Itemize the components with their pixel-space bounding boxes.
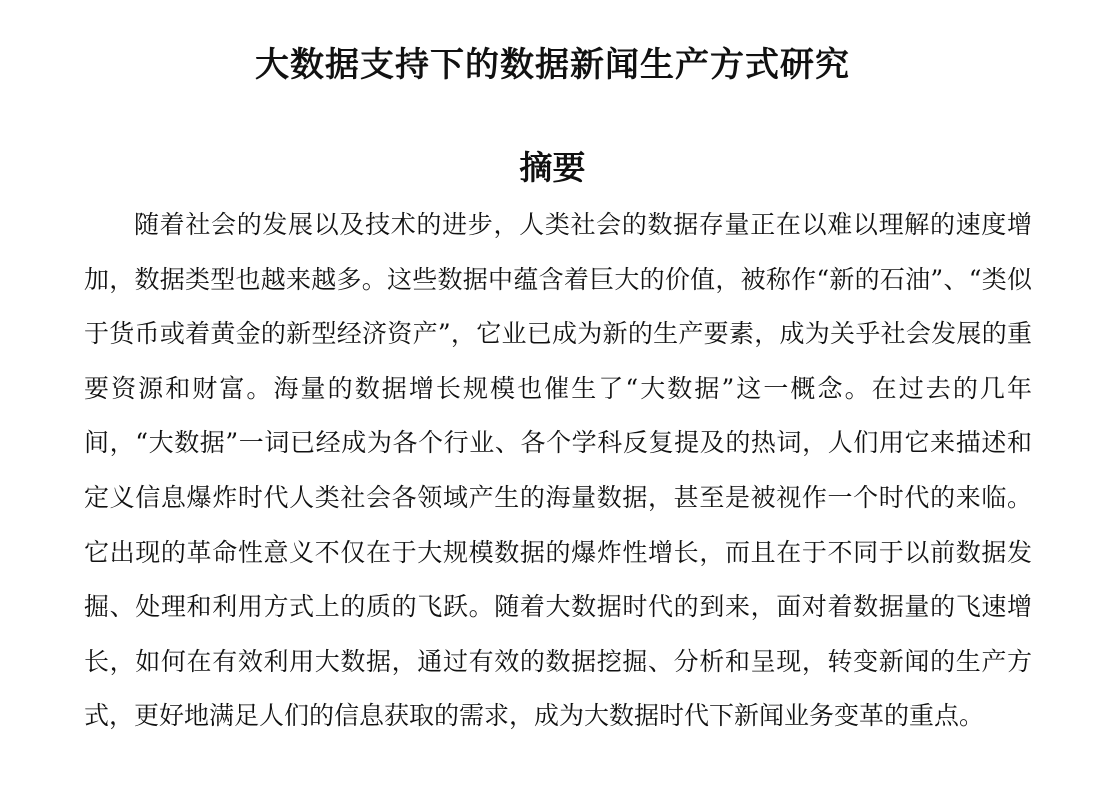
document-title: 大数据支持下的数据新闻生产方式研究 bbox=[255, 44, 850, 85]
abstract-heading: 摘要 bbox=[519, 148, 586, 188]
abstract-paragraph: 随着社会的发展以及技术的进步，人类社会的数据存量正在以难以理解的速度增加，数据类型也越来越多。这些数据中蕴含着巨大的价值，被称作“新的石油”、“类似于货币或着黄金的新型经济资产”，它业已成为新的生产要素，成为关乎社会发展的重要资源和财富。海量的数据增长规模也催生了“大数据”这一概念。在过去的几年间，“大数据”一词已经成为各个行业、各个学科反复提及的热词，人们用它来描述和定义信息爆炸时代人类社会各领域产生的海量数据，甚至是被视作一个时代的来临。它出现的革命性意义不仅在于大规模数据的爆炸性增长，而且在于不同于以前数据发掘、处理和利用方式上的质的飞跃。随着大数据时代的到来，面对着数据量的飞速增长，如何在有效利用大数据，通过有效的数据挖掘、分析和呈现，转变新闻的生产方式，更好地满足人们的信息获取的需求，成为大数据时代下新闻业务变革的重点。 bbox=[84, 210, 1032, 731]
